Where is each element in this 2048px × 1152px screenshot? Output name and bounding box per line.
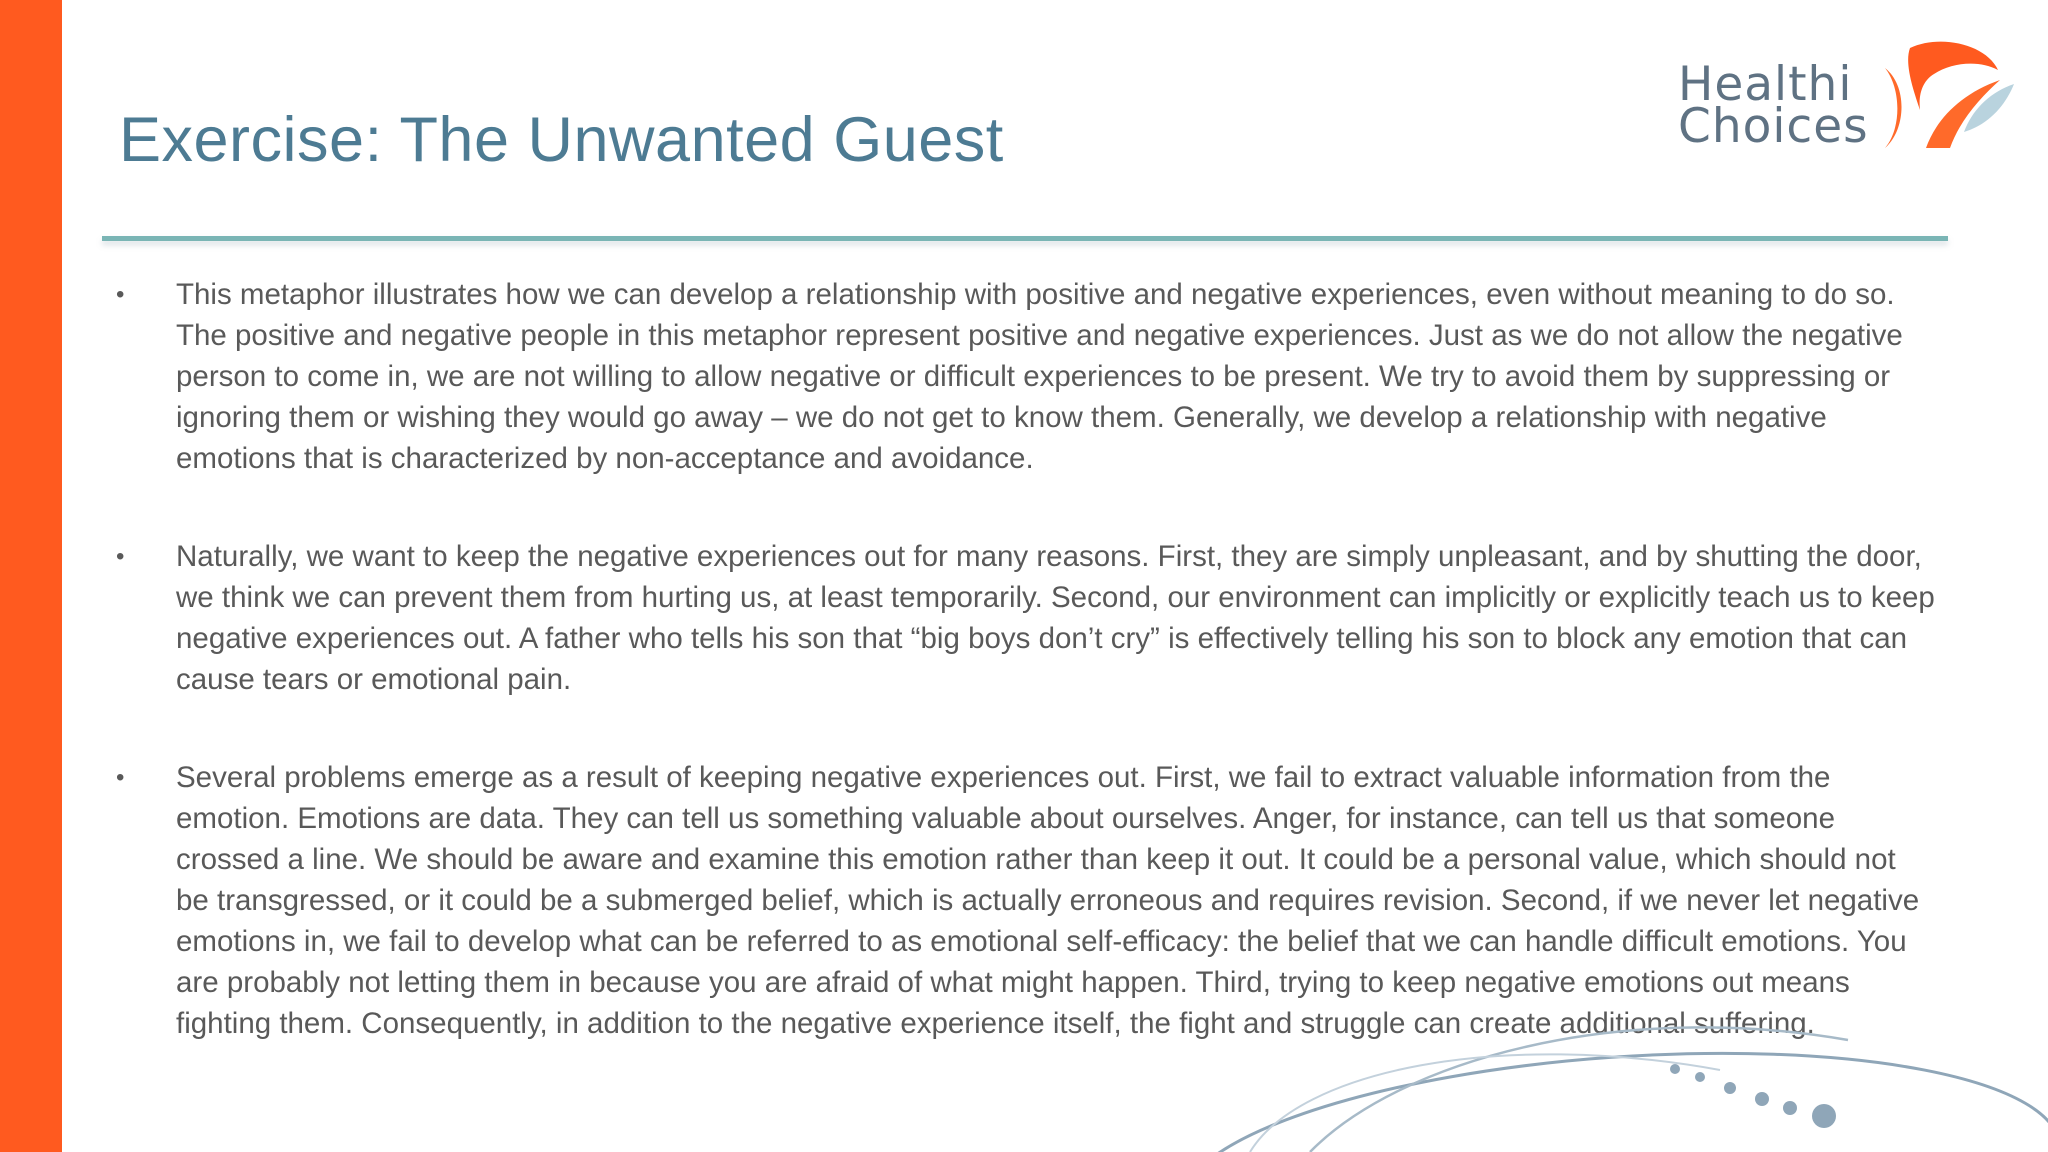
bullet-list: [114, 274, 1936, 1101]
accent-side-bar: [0, 0, 62, 1152]
orbit-lines-icon: [1100, 1000, 2048, 1152]
company-logo: [1668, 36, 2018, 166]
logo-line-1: Healthi: [1678, 57, 1853, 112]
healthi-choices-swoosh-icon: [1668, 36, 2018, 166]
bullet-item: [114, 274, 1936, 479]
bullet-dot-icon: •: [116, 764, 125, 791]
slide-title: Exercise: The Unwanted Guest: [119, 105, 1004, 175]
bullet-text: Naturally, we want to keep the negative experiences out for many reasons. First, they are simply unpleasant, and by shutting the door, we think we can prevent them from hurting us, at least temporarily. Second, our environment can implicitly or explicitly teach us to keep negative experiences out. A father who tells his son that “big boys don’t cry” is effectively telling his son to block any emotion that can cause tears or emotional pain.: [176, 540, 1935, 696]
bullet-dot-icon: •: [116, 543, 125, 570]
logo-line-2: Choices: [1678, 99, 1869, 154]
bullet-text: This metaphor illustrates how we can develop a relationship with positive and negative experiences, even without meaning to do so. The positive and negative people in this metaphor represent positive and negative experiences. Just as we do not allow the negative person to come in, we are not willing to allow negative or difficult experiences to be present. We try to avoid them by suppressing or ignoring them or wishing they would go away – we do not get to know them. Generally, we develop a relationship with negative emotions that is characterized by non-acceptance and avoidance.: [176, 278, 1903, 475]
bullet-item: [114, 536, 1936, 700]
title-divider: [102, 236, 1948, 241]
bullet-dot-icon: •: [116, 281, 125, 308]
bullet-text: Several problems emerge as a result of keeping negative experiences out. First, we fail to extract valuable information from the emotion. Emotions are data. They can tell us something valuable about ourselves. Anger, for instance, can tell us that someone crossed a line. We should be aware and examine this emotion rather than keep it out. It could be a personal value, which should not be transgressed, or it could be a submerged belief, which is actually erroneous and requires revision. Second, if we never let negative emotions in, we fail to develop what can be referred to as emotional self-efficacy: the belief that we can handle difficult emotions. You are probably not letting them in because you are afraid of what might happen. Third, trying to keep negative emotions out means fighting them. Consequently, in addition to the negative experience itself, the fight and struggle can create additional suffering.: [176, 761, 1920, 1040]
